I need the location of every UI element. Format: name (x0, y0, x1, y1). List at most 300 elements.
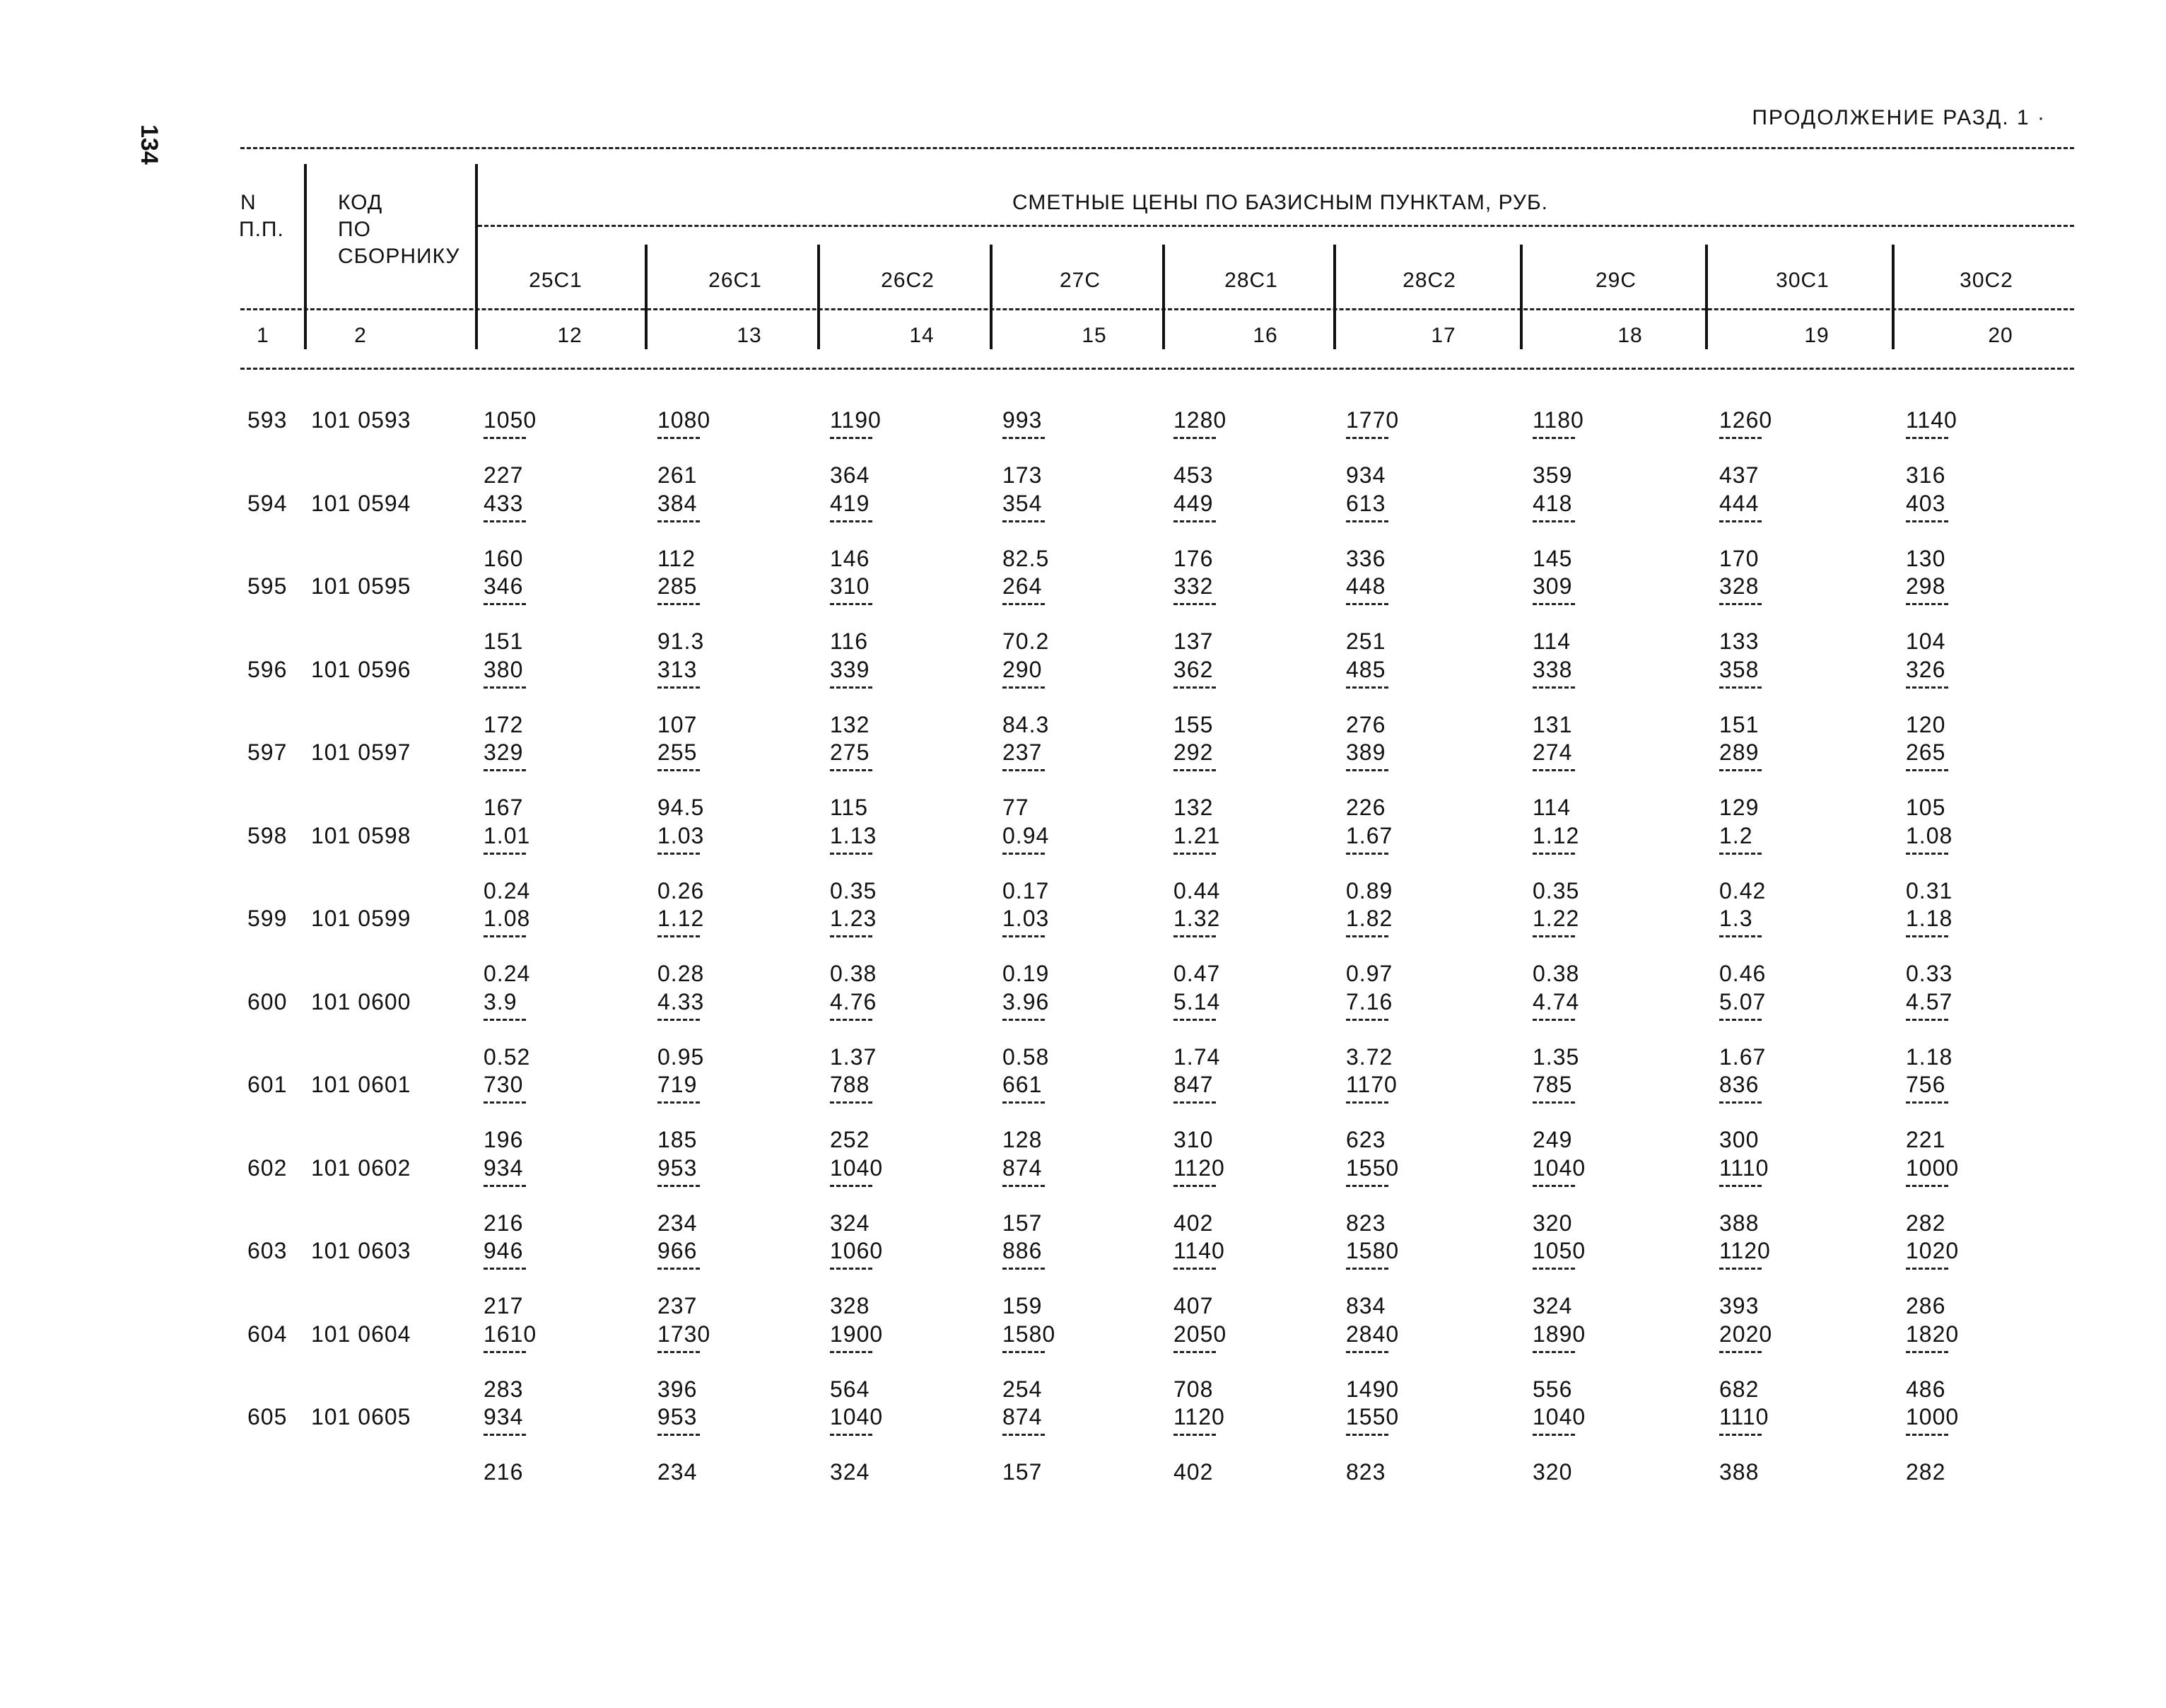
price-denominator: 104 (1906, 628, 1946, 654)
price-denominator: 70.2 (1002, 628, 1050, 654)
price-denominator: 283 (484, 1376, 524, 1402)
price-denominator: 0.35 (830, 877, 877, 903)
price-denominator: 105 (1906, 795, 1946, 820)
price-denominator: 216 (484, 1210, 524, 1236)
price-numerator: 1080 (657, 407, 711, 433)
fraction-rule (1906, 603, 1948, 605)
fraction-rule (1719, 1101, 1762, 1104)
vline-col-3 (990, 245, 993, 349)
price-numerator: 354 (1002, 490, 1043, 516)
fraction-rule (1906, 769, 1948, 771)
price-numerator: 380 (484, 656, 524, 682)
fraction-rule (830, 603, 872, 605)
price-numerator: 285 (657, 573, 698, 599)
fraction-rule (657, 935, 700, 937)
fraction-rule (1346, 1351, 1388, 1353)
price-numerator: 874 (1002, 1154, 1043, 1181)
price-numerator: 1.18 (1906, 906, 1953, 931)
price-numerator: 1.67 (1346, 822, 1393, 848)
fraction-rule (1002, 520, 1045, 522)
price-numerator: 346 (484, 573, 524, 599)
price-denominator: 0.89 (1346, 877, 1393, 903)
column-number: 15 (1082, 324, 1107, 347)
price-numerator: 444 (1719, 490, 1760, 516)
price-denominator: 176 (1173, 545, 1214, 571)
price-numerator: 1110 (1719, 1154, 1769, 1181)
column-number: 19 (1804, 324, 1830, 347)
row-number: 596 (247, 656, 288, 682)
price-denominator: 1.35 (1533, 1043, 1580, 1070)
price-numerator: 1610 (484, 1321, 537, 1347)
price-numerator: 1170 (1346, 1072, 1398, 1097)
price-numerator: 1120 (1719, 1238, 1771, 1263)
fraction-rule (657, 520, 700, 522)
price-denominator: 157 (1002, 1210, 1043, 1236)
price-numerator: 1280 (1173, 407, 1227, 433)
price-denominator: 172 (484, 711, 524, 737)
price-denominator: 0.38 (1533, 961, 1580, 986)
price-numerator: 756 (1906, 1072, 1946, 1097)
price-numerator: 661 (1002, 1072, 1043, 1097)
price-numerator: 309 (1533, 573, 1573, 599)
price-numerator: 7.16 (1346, 988, 1393, 1014)
fraction-rule (484, 1185, 526, 1187)
price-denominator: 320 (1533, 1210, 1573, 1236)
fraction-rule (1346, 1434, 1388, 1436)
fraction-rule (1346, 1101, 1388, 1104)
fraction-rule (830, 1185, 872, 1187)
fraction-rule (830, 853, 872, 855)
price-denominator: 0.95 (657, 1043, 705, 1070)
fraction-rule (830, 1019, 872, 1021)
price-numerator: 2020 (1719, 1321, 1773, 1347)
fraction-rule (484, 520, 526, 522)
price-numerator: 1580 (1002, 1321, 1056, 1347)
price-numerator: 326 (1906, 656, 1946, 682)
fraction-rule (1906, 437, 1948, 439)
fraction-rule (657, 853, 700, 855)
fraction-rule (1719, 1019, 1762, 1021)
price-denominator: 0.52 (484, 1043, 531, 1070)
price-denominator: 0.17 (1002, 877, 1050, 903)
page-number: 134 (136, 124, 163, 165)
price-numerator: 1040 (1533, 1404, 1586, 1429)
fraction-rule (1533, 437, 1575, 439)
vline-col-6 (1520, 245, 1523, 349)
row-number: 600 (247, 988, 288, 1014)
header-code-1: КОД (338, 191, 383, 214)
price-numerator: 5.07 (1719, 988, 1767, 1014)
rule-colnums (240, 308, 2074, 310)
fraction-rule (1906, 520, 1948, 522)
price-numerator: 237 (1002, 739, 1043, 765)
price-denominator: 1.37 (830, 1043, 877, 1070)
price-denominator: 216 (484, 1459, 524, 1485)
column-header: 28С1 (1224, 269, 1278, 292)
column-number: 16 (1253, 324, 1278, 347)
price-numerator: 362 (1173, 656, 1214, 682)
price-denominator: 261 (657, 462, 698, 488)
fraction-rule (1533, 853, 1575, 855)
price-denominator: 91.3 (657, 628, 705, 654)
price-numerator: 265 (1906, 739, 1946, 765)
price-numerator: 418 (1533, 490, 1573, 516)
price-denominator: 84.3 (1002, 711, 1050, 737)
price-denominator: 310 (1173, 1127, 1214, 1152)
price-numerator: 953 (657, 1404, 698, 1429)
vline-code (475, 164, 478, 349)
fraction-rule (484, 1101, 526, 1104)
price-denominator: 1.67 (1719, 1043, 1767, 1070)
price-numerator: 0.94 (1002, 822, 1050, 848)
price-denominator: 3.72 (1346, 1043, 1393, 1070)
price-denominator: 364 (830, 462, 870, 488)
price-denominator: 324 (830, 1459, 870, 1485)
price-denominator: 217 (484, 1293, 524, 1318)
fraction-rule (1906, 1185, 1948, 1187)
price-denominator: 388 (1719, 1459, 1760, 1485)
price-denominator: 112 (657, 545, 696, 571)
price-numerator: 836 (1719, 1072, 1760, 1097)
fraction-rule (1533, 935, 1575, 937)
price-numerator: 419 (830, 490, 870, 516)
column-number: 13 (737, 324, 762, 347)
fraction-rule (1002, 437, 1045, 439)
column-header: 26С1 (708, 269, 762, 292)
fraction-rule (1173, 686, 1216, 689)
fraction-rule (1533, 1434, 1575, 1436)
fraction-rule (1906, 1434, 1948, 1436)
price-denominator: 173 (1002, 462, 1043, 488)
price-denominator: 0.38 (830, 961, 877, 986)
price-numerator: 1020 (1906, 1238, 1960, 1263)
fraction-rule (1346, 1185, 1388, 1187)
fraction-rule (1002, 1434, 1045, 1436)
price-numerator: 1140 (1906, 407, 1957, 433)
price-denominator: 155 (1173, 711, 1214, 737)
column-header: 26С2 (881, 269, 935, 292)
price-numerator: 338 (1533, 656, 1573, 682)
fraction-rule (657, 1185, 700, 1187)
price-denominator: 251 (1346, 628, 1386, 654)
fraction-rule (484, 686, 526, 689)
price-denominator: 151 (1719, 711, 1760, 737)
price-denominator: 151 (484, 628, 524, 654)
price-numerator: 4.74 (1533, 988, 1580, 1014)
row-code: 101 0601 (311, 1072, 411, 1097)
price-numerator: 785 (1533, 1072, 1573, 1097)
price-denominator: 221 (1906, 1127, 1946, 1152)
fraction-rule (1719, 1434, 1762, 1436)
price-denominator: 556 (1533, 1376, 1573, 1402)
price-denominator: 170 (1719, 545, 1760, 571)
fraction-rule (657, 437, 700, 439)
price-denominator: 185 (657, 1127, 698, 1152)
price-numerator: 5.14 (1173, 988, 1221, 1014)
price-numerator: 966 (657, 1238, 698, 1263)
price-denominator: 0.24 (484, 877, 531, 903)
header-n: N (240, 191, 257, 214)
price-numerator: 1.12 (1533, 822, 1580, 848)
row-number: 598 (247, 822, 288, 848)
price-denominator: 407 (1173, 1293, 1214, 1318)
price-numerator: 946 (484, 1238, 524, 1263)
price-denominator: 564 (830, 1376, 870, 1402)
row-code: 101 0603 (311, 1238, 411, 1263)
price-numerator: 384 (657, 490, 698, 516)
price-denominator: 130 (1906, 545, 1946, 571)
fraction-rule (1719, 520, 1762, 522)
rule-prices (478, 225, 2074, 227)
price-numerator: 1.03 (1002, 906, 1050, 931)
price-numerator: 613 (1346, 490, 1386, 516)
fraction-rule (657, 769, 700, 771)
vline-col-2 (817, 245, 820, 349)
price-numerator: 1.13 (830, 822, 877, 848)
fraction-rule (1719, 1351, 1762, 1353)
price-numerator: 332 (1173, 573, 1214, 599)
fraction-rule (1719, 853, 1762, 855)
fraction-rule (1719, 935, 1762, 937)
fraction-rule (1173, 520, 1216, 522)
price-denominator: 320 (1533, 1459, 1573, 1485)
fraction-rule (1173, 1101, 1216, 1104)
price-numerator: 1120 (1173, 1404, 1225, 1429)
fraction-rule (830, 437, 872, 439)
fraction-rule (1533, 1185, 1575, 1187)
price-denominator: 167 (484, 795, 524, 820)
price-denominator: 396 (657, 1376, 698, 1402)
fraction-rule (1906, 935, 1948, 937)
rule-top (240, 147, 2074, 149)
price-numerator: 310 (830, 573, 870, 599)
price-numerator: 1040 (830, 1154, 884, 1181)
fraction-rule (830, 686, 872, 689)
row-code: 101 0604 (311, 1321, 411, 1347)
price-denominator: 0.24 (484, 961, 531, 986)
price-numerator: 1.01 (484, 822, 531, 848)
fraction-rule (657, 686, 700, 689)
price-numerator: 788 (830, 1072, 870, 1097)
price-numerator: 433 (484, 490, 524, 516)
fraction-rule (1173, 437, 1216, 439)
column-header: 29С (1595, 269, 1637, 292)
fraction-rule (1346, 853, 1388, 855)
fraction-rule (1533, 686, 1575, 689)
row-code: 101 0600 (311, 988, 411, 1014)
fraction-rule (1173, 769, 1216, 771)
row-number: 594 (247, 490, 288, 516)
price-denominator: 0.58 (1002, 1043, 1050, 1070)
price-denominator: 0.35 (1533, 877, 1580, 903)
price-numerator: 1260 (1719, 407, 1773, 433)
price-numerator: 449 (1173, 490, 1214, 516)
price-numerator: 1580 (1346, 1238, 1400, 1263)
price-numerator: 1.2 (1719, 822, 1753, 848)
price-numerator: 4.76 (830, 988, 877, 1014)
price-numerator: 358 (1719, 656, 1760, 682)
fraction-rule (1533, 520, 1575, 522)
fraction-rule (1002, 686, 1045, 689)
column-header: 28С2 (1403, 269, 1456, 292)
price-numerator: 3.96 (1002, 988, 1050, 1014)
fraction-rule (484, 437, 526, 439)
fraction-rule (1906, 853, 1948, 855)
fraction-rule (1346, 520, 1388, 522)
fraction-rule (1173, 1351, 1216, 1353)
price-numerator: 389 (1346, 739, 1386, 765)
price-numerator: 3.9 (484, 988, 517, 1014)
column-number: 14 (909, 324, 935, 347)
row-code: 101 0596 (311, 656, 411, 682)
price-numerator: 485 (1346, 656, 1386, 682)
price-numerator: 886 (1002, 1238, 1043, 1263)
price-denominator: 196 (484, 1127, 524, 1152)
header-pp: П.П. (239, 218, 284, 241)
price-numerator: 1820 (1906, 1321, 1960, 1347)
price-denominator: 682 (1719, 1376, 1760, 1402)
fraction-rule (1346, 769, 1388, 771)
price-numerator: 1.3 (1719, 906, 1753, 931)
price-denominator: 133 (1719, 628, 1760, 654)
price-denominator: 132 (1173, 795, 1214, 820)
price-denominator: 324 (1533, 1293, 1573, 1318)
vline-n (304, 164, 307, 349)
price-denominator: 0.46 (1719, 961, 1767, 986)
price-denominator: 249 (1533, 1127, 1573, 1152)
price-denominator: 131 (1533, 711, 1573, 737)
fraction-rule (1533, 1268, 1575, 1270)
price-numerator: 313 (657, 656, 698, 682)
vline-col-1 (645, 245, 648, 349)
column-number: 20 (1988, 324, 2013, 347)
fraction-rule (1533, 769, 1575, 771)
price-denominator: 82.5 (1002, 545, 1050, 571)
price-denominator: 115 (830, 795, 869, 820)
fraction-rule (1719, 769, 1762, 771)
fraction-rule (657, 1351, 700, 1353)
fraction-rule (1173, 1019, 1216, 1021)
fraction-rule (1346, 603, 1388, 605)
fraction-rule (1346, 437, 1388, 439)
price-denominator: 336 (1346, 545, 1386, 571)
price-denominator: 282 (1906, 1210, 1946, 1236)
row-code: 101 0594 (311, 490, 411, 516)
fraction-rule (657, 1019, 700, 1021)
row-number: 602 (247, 1154, 288, 1181)
price-denominator: 1.74 (1173, 1043, 1221, 1070)
price-denominator: 1490 (1346, 1376, 1400, 1402)
price-numerator: 730 (484, 1072, 524, 1097)
price-denominator: 286 (1906, 1293, 1946, 1318)
column-number: 12 (557, 324, 583, 347)
price-denominator: 146 (830, 545, 870, 571)
row-code: 101 0593 (311, 407, 411, 433)
fraction-rule (484, 1268, 526, 1270)
price-denominator: 145 (1533, 545, 1573, 571)
price-numerator: 403 (1906, 490, 1946, 516)
price-numerator: 275 (830, 739, 870, 765)
fraction-rule (1173, 1268, 1216, 1270)
price-numerator: 1770 (1346, 407, 1400, 433)
price-numerator: 298 (1906, 573, 1946, 599)
column-header: 30С1 (1776, 269, 1830, 292)
row-code: 101 0599 (311, 906, 411, 931)
price-denominator: 114 (1533, 795, 1571, 820)
row-code: 101 0605 (311, 1404, 411, 1429)
fraction-rule (1533, 1019, 1575, 1021)
price-numerator: 2050 (1173, 1321, 1227, 1347)
price-denominator: 0.31 (1906, 877, 1953, 903)
price-denominator: 328 (830, 1293, 870, 1318)
price-denominator: 160 (484, 545, 524, 571)
fraction-rule (1719, 437, 1762, 439)
price-denominator: 237 (657, 1293, 698, 1318)
price-denominator: 0.97 (1346, 961, 1393, 986)
price-numerator: 1.08 (1906, 822, 1953, 848)
fraction-rule (1906, 1351, 1948, 1353)
price-numerator: 274 (1533, 739, 1573, 765)
price-numerator: 953 (657, 1154, 698, 1181)
fraction-rule (657, 603, 700, 605)
price-denominator: 486 (1906, 1376, 1946, 1402)
price-denominator: 254 (1002, 1376, 1043, 1402)
fraction-rule (1906, 1019, 1948, 1021)
fraction-rule (1906, 1101, 1948, 1104)
header-code-3: СБОРНИКУ (338, 245, 460, 268)
fraction-rule (484, 853, 526, 855)
fraction-rule (1533, 1101, 1575, 1104)
row-number: 597 (247, 739, 288, 765)
price-numerator: 1730 (657, 1321, 711, 1347)
price-denominator: 120 (1906, 711, 1946, 737)
price-denominator: 393 (1719, 1293, 1760, 1318)
price-numerator: 1190 (830, 407, 882, 433)
fraction-rule (830, 1434, 872, 1436)
price-denominator: 453 (1173, 462, 1214, 488)
row-number: 604 (247, 1321, 288, 1347)
price-numerator: 1050 (484, 407, 537, 433)
price-denominator: 0.19 (1002, 961, 1050, 986)
price-denominator: 157 (1002, 1459, 1043, 1485)
fraction-rule (1346, 1268, 1388, 1270)
vline-col-8 (1892, 245, 1895, 349)
header-code-2: ПО (338, 218, 371, 241)
price-numerator: 1900 (830, 1321, 884, 1347)
row-code: 101 0597 (311, 739, 411, 765)
fraction-rule (484, 769, 526, 771)
price-denominator: 623 (1346, 1127, 1386, 1152)
price-numerator: 1550 (1346, 1154, 1400, 1181)
price-denominator: 402 (1173, 1459, 1214, 1485)
column-number: 18 (1617, 324, 1643, 347)
row-number: 601 (247, 1072, 288, 1097)
fraction-rule (1002, 769, 1045, 771)
price-denominator: 282 (1906, 1459, 1946, 1485)
price-numerator: 1.12 (657, 906, 705, 931)
fraction-rule (1719, 1185, 1762, 1187)
price-denominator: 107 (657, 711, 698, 737)
fraction-rule (1346, 935, 1388, 937)
fraction-rule (1002, 603, 1045, 605)
price-numerator: 1000 (1906, 1154, 1960, 1181)
fraction-rule (1719, 686, 1762, 689)
fraction-rule (657, 1434, 700, 1436)
fraction-rule (1173, 935, 1216, 937)
price-denominator: 128 (1002, 1127, 1043, 1152)
row-number: 593 (247, 407, 288, 433)
price-denominator: 0.26 (657, 877, 705, 903)
